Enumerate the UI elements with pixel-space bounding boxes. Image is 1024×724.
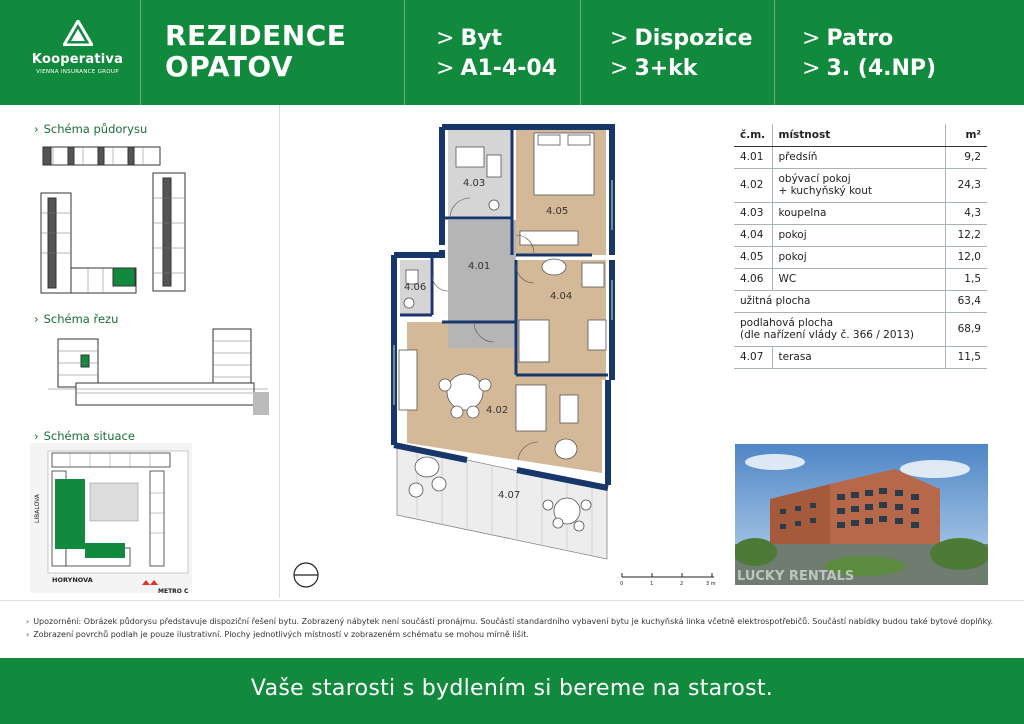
apartment-floor-plan — [282, 105, 722, 598]
chevron-right-icon: > — [802, 26, 821, 51]
floorplan-schema-label: › Schéma půdorysu — [34, 122, 148, 136]
watermark-text: LUCKY RENTALS — [737, 569, 855, 584]
disclaimer-notes — [26, 615, 1016, 641]
title-line-2: OPATOV — [165, 50, 294, 83]
kooperativa-logo-icon — [63, 20, 93, 46]
brand-name: Kooperativa — [31, 52, 124, 67]
scale-bar — [620, 573, 716, 587]
header-field-apartment — [436, 24, 557, 84]
table-row: 4.03 koupelna 4,3 — [734, 202, 987, 224]
metro-label: METRO C — [158, 588, 189, 593]
field-label: Dispozice — [634, 26, 753, 51]
chevron-right-icon: > — [436, 26, 455, 51]
room-label-4-06: 4.06 — [404, 282, 427, 293]
chevron-right-icon: > — [436, 56, 455, 81]
header-field-floor — [802, 24, 936, 84]
scale-tick: 3 m — [706, 581, 716, 587]
table-row: 4.07 terasa 11,5 — [734, 346, 987, 368]
table-row-usable-area: užitná plocha 63,4 — [734, 290, 987, 312]
chevron-right-icon: > — [610, 26, 629, 51]
header-divider — [580, 0, 581, 105]
page-title — [165, 20, 346, 82]
table-row-floor-area: podlahová plocha (dle nařízení vlády č. 366 / 2013) 68,9 — [734, 312, 987, 346]
room-label-4-07: 4.07 — [498, 490, 521, 501]
brand-logo — [25, 20, 130, 90]
header-divider — [140, 0, 141, 105]
chevron-right-icon: > — [802, 56, 821, 81]
room-areas-table — [734, 124, 987, 369]
room-label-4-01: 4.01 — [468, 261, 491, 272]
building-photo — [735, 444, 988, 585]
situation-map — [30, 443, 192, 593]
room-label-4-05: 4.05 — [546, 206, 569, 217]
header-bar — [0, 0, 1024, 105]
situation-schema-label: › Schéma situace — [34, 429, 135, 443]
table-row: 4.05 pokoj 12,0 — [734, 246, 987, 268]
room-label-4-02: 4.02 — [486, 405, 509, 416]
section-schema-label: › Schéma řezu — [34, 312, 119, 326]
table-row: 4.04 pokoj 12,2 — [734, 224, 987, 246]
divider — [0, 600, 1024, 601]
header-divider — [404, 0, 405, 105]
title-line-1: REZIDENCE — [165, 19, 347, 52]
chevron-right-icon: > — [610, 56, 629, 81]
table-row: 4.01 předsíň 9,2 — [734, 146, 987, 168]
street-libalova-label: LIBALOVA — [34, 494, 41, 523]
room-label-4-04: 4.04 — [550, 291, 573, 302]
scale-tick: 0 — [620, 581, 624, 587]
room-label-4-03: 4.03 — [463, 178, 486, 189]
table-header-row — [734, 124, 987, 146]
header-divider — [774, 0, 775, 105]
section-schema — [48, 327, 270, 415]
column-header-number: č.m. — [734, 124, 772, 146]
column-header-area: m² — [945, 124, 987, 146]
footer-bar — [0, 658, 1024, 724]
column-header-room: místnost — [772, 124, 945, 146]
brand-subtitle: VIENNA INSURANCE GROUP — [36, 69, 119, 75]
note-line: › Zobrazení povrchů podlah je pouze ilustrativní. Plochy jednotlivých místností v zobrazeném schématu se mohou mírně lišit. — [26, 630, 529, 639]
field-label: Patro — [826, 26, 894, 51]
header-field-layout — [610, 24, 753, 84]
table-row: 4.06 WC 1,5 — [734, 268, 987, 290]
field-label: Byt — [460, 26, 503, 51]
scale-tick: 2 — [680, 581, 684, 587]
field-value: 3. (4.NP) — [826, 56, 937, 81]
floorplan-schema — [38, 143, 198, 298]
note-line: › Upozornění: Obrázek půdorysu představuje dispoziční řešení bytu. Zobrazený nábytek není součástí pronájmu. Součástí standardního vybavení bytu je kuchyňská linka včetně elektrospotřebičů. Součástí nabídky budou také bytové doplňky. — [26, 617, 994, 626]
table-row: 4.02 obývací pokoj + kuchyňský kout 24,3 — [734, 168, 987, 202]
field-value: 3+kk — [634, 56, 698, 81]
street-horynova-label: HORYNOVA — [52, 576, 93, 584]
footer-slogan: Vaše starosti s bydlením si bereme na starost. — [250, 676, 774, 701]
field-value: A1-4-04 — [460, 56, 557, 81]
scale-tick: 1 — [650, 581, 654, 587]
north-arrow-icon — [294, 563, 318, 587]
left-schemas-panel — [0, 105, 280, 598]
